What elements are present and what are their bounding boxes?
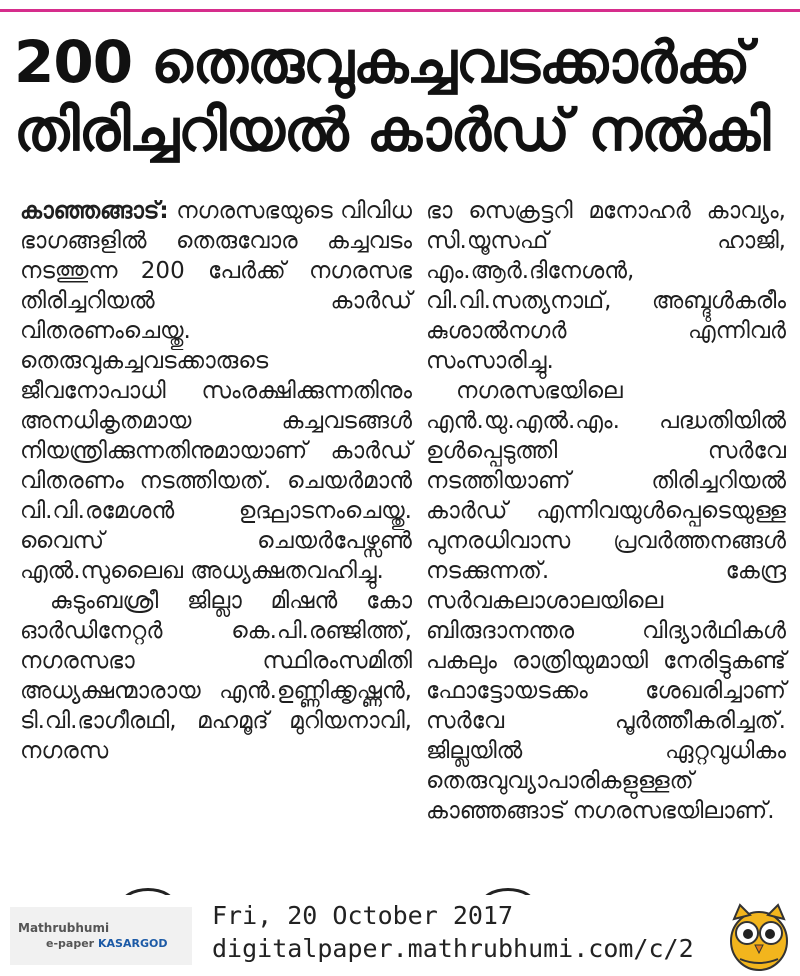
source-url[interactable]: digitalpaper.mathrubhumi.com/c/2: [212, 934, 694, 963]
headline: [14, 28, 790, 164]
article-paragraph: നഗരസഭയിലെ എൻ.യു.എൽ.എം. പദ്ധതിയിൽ ഉൾപ്പെടുത്തി സർവേ നടത്തിയാണ് തിരിച്ചറിയൽ കാർഡ് എന്നിവയുൾപ്പെടെയുള്ള പുനരധിവാസ പ്രവർത്തനങ്ങൾ നടക്കുന്നത്. കേന്ദ്ര സർവകലാശാലയിലെ ബിരുദാനന്തര വിദ്യാർഥികൾ പകലും രാത്രിയുമായി നേരിട്ടുകണ്ട് ഫോട്ടോയടക്കം ശേഖരിച്ചാണ് സർവേ പൂർത്തീകരിച്ചത്. ജില്ലയിൽ ഏറ്റവുധികം തെരുവുവ്യാപാരികളുള്ളത് കാഞ്ഞങ്ങാട് നഗരസഭയിലാണ്.: [426, 378, 786, 824]
owl-mascot-icon: [726, 901, 792, 971]
paragraph-text: നഗരസഭയുടെ വിവിധ ഭാഗങ്ങളിൽ തെരുവോര കച്ചവടം നടത്തുന്ന 200 പേർക്ക് നഗരസഭ തിരിച്ചറിയൽ കാർഡ് വിതരണംചെയ്തു. തെരുവുകച്ചവടക്കാരുടെ ജീവനോപാധി സംരക്ഷിക്കുന്നതിനും അനധികൃതമായ കച്ചവടങ്ങൾ നിയന്ത്രിക്കുന്നതിനുമായാണ് കാർഡ് വിതരണം നടത്തിയത്. ചെയർമാൻ വി.വി.രമേശൻ ഉദ്ഘാടനംചെയ്തു. വൈസ് ചെയർപേഴ്സൺ എൽ.സുലൈഖ അധ്യക്ഷതവഹിച്ചു.: [20, 198, 412, 584]
headline-line-2: തിരിച്ചറിയൽ കാർഡ് നൽകി: [14, 96, 770, 164]
epaper-footer: [0, 895, 800, 976]
article-paragraph: [20, 196, 412, 586]
top-border: [0, 0, 800, 12]
brand-subtitle: e-paper: [46, 937, 95, 950]
brand-name: Mathrubhumi: [18, 921, 110, 935]
article-paragraph: ഭാ സെക്രട്ടറി മനോഹർ കാവ്യം, സി.യൂസഫ് ഹാജി, എം.ആർ.ദിനേശൻ, വി.വി.സത്യനാഥ്, അബ്ദുൾകരീം കുശാൽനഗർ എന്നിവർ സംസാരിച്ചു.: [426, 198, 786, 374]
article-column-left: [20, 196, 412, 766]
brand-logo[interactable]: [10, 907, 192, 965]
publication-date: Fri, 20 October 2017: [212, 901, 514, 930]
article-column-right: [426, 196, 786, 826]
article-paragraph: കുടുംബശ്രീ ജില്ലാ മിഷൻ കോ ഓർഡിനേറ്റർ കെ.പി.രഞ്ജിത്ത്, നഗരസഭാ സ്ഥിരംസമിതി അധ്യക്ഷന്മാരായ എൻ.ഉണ്ണിക്കൃഷ്ണൻ, ടി.വി.ഭാഗീരഥി, മഹമൂദ് മുറിയനാവി, നഗരസ: [20, 588, 412, 764]
pink-frame-line: [0, 0, 800, 12]
headline-line-1: 200 തെരുവുകച്ചവടക്കാർക്ക്: [14, 28, 750, 96]
dateline: കാഞ്ഞങ്ങാട്:: [20, 198, 169, 224]
edition-label: KASARGOD: [98, 937, 168, 950]
